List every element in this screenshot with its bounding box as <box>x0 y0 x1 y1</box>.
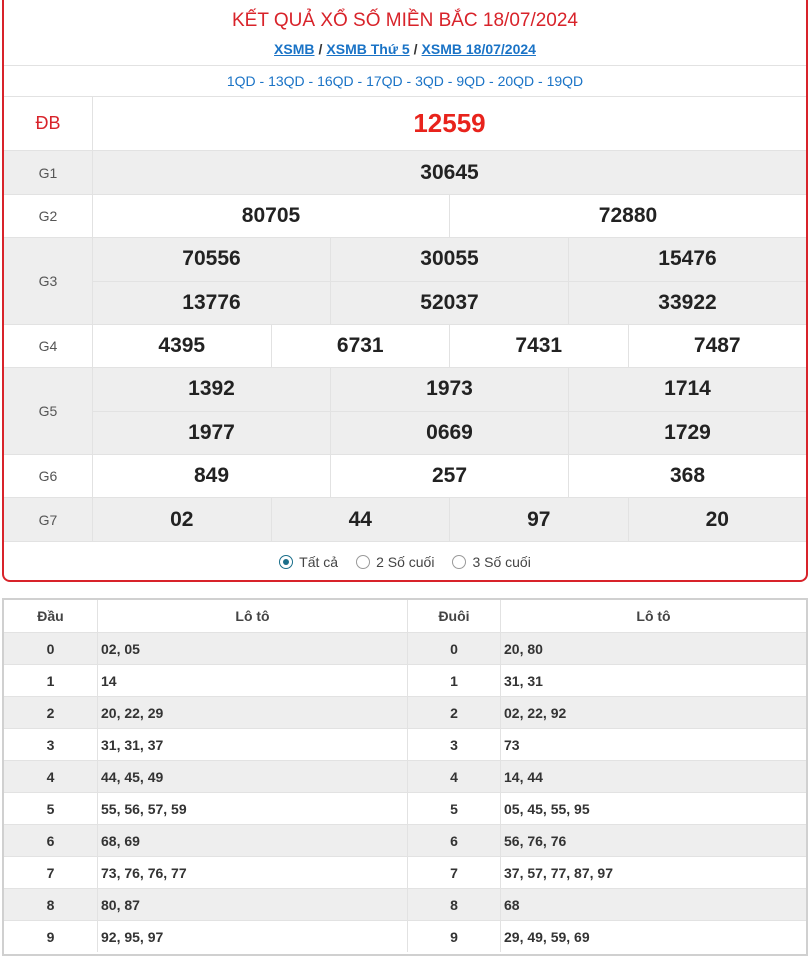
prize-row-db <box>4 97 806 151</box>
prize-number: 70556 <box>182 247 241 271</box>
page-title: KẾT QUẢ XỔ SỐ MIỀN BẮC 18/07/2024 <box>231 10 579 31</box>
loto-duoi-values: 73 <box>500 729 806 760</box>
loto-duoi-values: 56, 76, 76 <box>500 825 806 856</box>
prize-number: 849 <box>193 464 230 487</box>
loto-duoi-values: 14, 44 <box>500 761 806 792</box>
prize-number: 15476 <box>568 238 806 281</box>
prize-row-g7 <box>4 498 806 542</box>
loto-duoi-values: 31, 31 <box>500 665 806 696</box>
loto-row <box>4 760 806 792</box>
loto-dau-digit: 3 <box>46 736 55 753</box>
loto-dau-digit: 8 <box>46 896 55 913</box>
breadcrumb-separator: / <box>318 41 323 57</box>
prize-number: 1714 <box>568 368 806 411</box>
filter-last-3-option[interactable] <box>452 554 530 570</box>
breadcrumb-separator: / <box>413 41 418 57</box>
prize-number: 1977 <box>188 420 235 444</box>
prize-label-g7: G7 <box>4 498 93 541</box>
loto-dau-values: 31, 31, 37 <box>97 729 407 760</box>
loto-row <box>4 664 806 696</box>
loto-duoi-values: 29, 49, 59, 69 <box>500 921 806 952</box>
filter-last-2-option[interactable] <box>356 554 434 570</box>
loto-dau-values: 80, 87 <box>97 889 407 920</box>
loto-row <box>4 824 806 856</box>
breadcrumb <box>4 38 806 66</box>
prize-number: 7487 <box>628 325 807 367</box>
prize-number: 02 <box>170 507 194 531</box>
loto-dau-values: 73, 76, 76, 77 <box>97 857 407 888</box>
loto-duoi-digit: 5 <box>407 793 500 824</box>
header-duoi: Đuôi <box>407 600 500 632</box>
loto-duoi-digit: 2 <box>407 697 500 728</box>
loto-dau-digit: 6 <box>46 832 55 849</box>
loto-dau-values: 20, 22, 29 <box>97 697 407 728</box>
prize-number: 1392 <box>188 377 235 401</box>
loto-row <box>4 632 806 664</box>
prize-number: 30055 <box>330 238 568 281</box>
loto-duoi-values: 02, 22, 92 <box>500 697 806 728</box>
prize-number: 80705 <box>241 204 301 227</box>
loto-duoi-digit: 8 <box>407 889 500 920</box>
radio-unchecked-icon[interactable] <box>452 555 466 569</box>
header-loto-duoi: Lô tô <box>500 600 806 632</box>
radio-unchecked-icon[interactable] <box>356 555 370 569</box>
loto-dau-digit: 9 <box>46 928 55 945</box>
loto-duoi-digit: 4 <box>407 761 500 792</box>
filter-last-2-label: 2 Số cuối <box>376 554 435 570</box>
prize-label-g3: G3 <box>4 238 93 324</box>
digit-filter <box>4 542 806 582</box>
loto-duoi-digit: 0 <box>407 633 500 664</box>
prize-number: 368 <box>568 455 806 497</box>
prize-row-g6 <box>4 455 806 498</box>
loto-row <box>4 920 806 952</box>
loto-duoi-digit: 6 <box>407 825 500 856</box>
results-card <box>2 0 808 582</box>
filter-all-option[interactable] <box>279 554 338 570</box>
loto-duoi-digit: 3 <box>407 729 500 760</box>
prize-number: 12559 <box>413 108 486 138</box>
prize-number: 6731 <box>271 325 450 367</box>
loto-duoi-digit: 7 <box>407 857 500 888</box>
radio-checked-icon[interactable] <box>279 555 293 569</box>
prize-number: 13776 <box>182 290 241 314</box>
loto-duoi-values: 37, 57, 77, 87, 97 <box>500 857 806 888</box>
prize-row-g4 <box>4 325 806 368</box>
loto-duoi-values: 68 <box>500 889 806 920</box>
breadcrumb-xsmb-thu5[interactable]: XSMB Thứ 5 <box>326 41 410 57</box>
prize-label-db: ĐB <box>4 97 93 150</box>
filter-all-label: Tất cả <box>299 554 339 570</box>
loto-duoi-digit: 9 <box>407 921 500 952</box>
loto-dau-digit: 5 <box>46 800 55 817</box>
loto-dau-digit: 4 <box>46 768 55 785</box>
loto-dau-values: 68, 69 <box>97 825 407 856</box>
loto-dau-digit: 0 <box>46 640 55 657</box>
loto-duoi-values: 20, 80 <box>500 633 806 664</box>
breadcrumb-xsmb-date[interactable]: XSMB 18/07/2024 <box>421 41 536 57</box>
header-dau: Đầu <box>37 608 64 624</box>
prize-number: 1729 <box>568 412 806 455</box>
prize-number: 1973 <box>330 368 568 411</box>
loto-duoi-digit: 1 <box>407 665 500 696</box>
header-loto-dau: Lô tô <box>97 600 407 632</box>
loto-dau-values: 92, 95, 97 <box>97 921 407 952</box>
prize-number: 52037 <box>330 282 568 325</box>
prize-number: 4395 <box>158 334 206 357</box>
loto-header-row <box>4 600 806 632</box>
loto-row <box>4 728 806 760</box>
loto-row <box>4 792 806 824</box>
prize-number: 33922 <box>568 282 806 325</box>
prize-label-g1: G1 <box>4 151 93 194</box>
loto-dau-digit: 2 <box>46 704 55 721</box>
loto-dau-digit: 7 <box>46 864 55 881</box>
prize-number: 0669 <box>330 412 568 455</box>
prize-label-g4: G4 <box>4 325 93 367</box>
prize-number: 257 <box>330 455 568 497</box>
prize-number: 97 <box>449 498 628 541</box>
loto-dau-values: 14 <box>97 665 407 696</box>
ticket-codes: 1QD - 13QD - 16QD - 17QD - 3QD - 9QD - 20QD - 19QD <box>4 66 806 97</box>
prize-label-g6: G6 <box>4 455 93 497</box>
prize-number: 30645 <box>420 160 479 184</box>
loto-row <box>4 696 806 728</box>
loto-table <box>2 598 808 956</box>
loto-dau-values: 55, 56, 57, 59 <box>97 793 407 824</box>
prize-label-g5: G5 <box>4 368 93 454</box>
prize-row-g3 <box>4 238 806 325</box>
loto-dau-values: 44, 45, 49 <box>97 761 407 792</box>
loto-duoi-values: 05, 45, 55, 95 <box>500 793 806 824</box>
loto-dau-digit: 1 <box>46 672 55 689</box>
prize-label-g2: G2 <box>4 195 93 237</box>
prize-row-g5 <box>4 368 806 455</box>
breadcrumb-xsmb[interactable]: XSMB <box>274 41 315 57</box>
filter-last-3-label: 3 Số cuối <box>472 554 531 570</box>
prize-number: 72880 <box>449 195 806 237</box>
loto-row <box>4 888 806 920</box>
prize-row-g2 <box>4 195 806 238</box>
prize-number: 20 <box>628 498 807 541</box>
prize-row-g1 <box>4 151 806 195</box>
prize-number: 44 <box>271 498 450 541</box>
loto-dau-values: 02, 05 <box>97 633 407 664</box>
prize-number: 7431 <box>449 325 628 367</box>
loto-row <box>4 856 806 888</box>
